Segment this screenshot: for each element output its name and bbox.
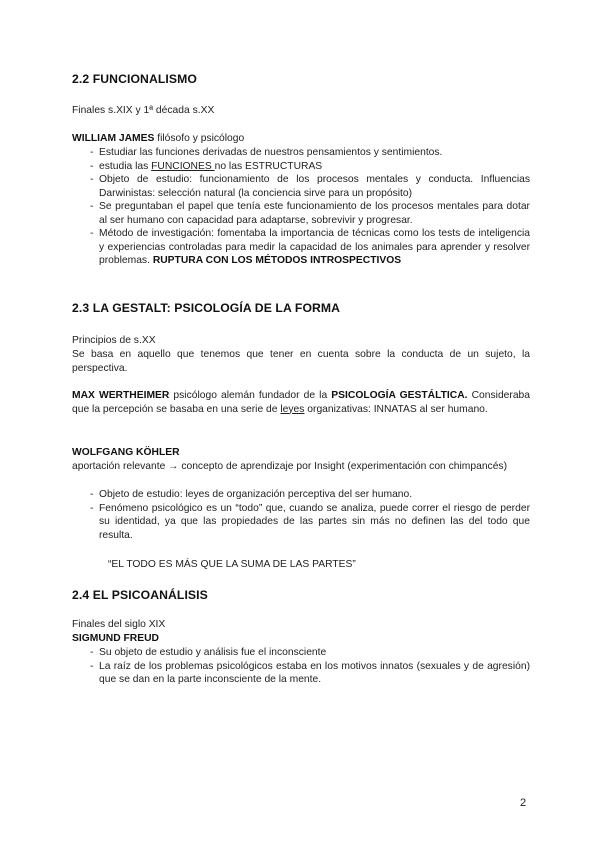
list-item: - Estudiar las funciones derivadas de nuestros pensamientos y sentimientos.: [72, 146, 530, 160]
bullet-list-funcionalismo: [72, 146, 530, 268]
author-name-kohler: WOLFGANG KÖHLER: [72, 447, 180, 458]
author-description-kohler: aportación relevante → concepto de aprendizaje por Insight (experimentación con chimpancés): [72, 461, 508, 472]
list-item: - Se preguntaban el papel que tenía este funcionamiento de los procesos mentales para dotar al ser humano con capacidad para adaptarse, sobrevivir y progresar.: [72, 200, 530, 227]
bold-emphasis: PSICOLOGÍA GESTÁLTICA.: [331, 390, 468, 401]
section-period: Principios de s.XX: [72, 335, 156, 346]
author-name: WILLIAM JAMES: [72, 133, 155, 144]
author-description: filósofo y psicólogo: [154, 133, 245, 144]
bullet-list-psicoanalisis: [72, 646, 530, 687]
author-name: MAX WERTHEIMER: [72, 390, 170, 401]
list-item: - Su objeto de estudio y análisis fue el inconsciente: [72, 646, 530, 660]
section-heading-funcionalismo: 2.2 FUNCIONALISMO: [72, 72, 197, 86]
page-number: 2: [520, 797, 527, 809]
bold-emphasis: RUPTURA CON LOS MÉTODOS INTROSPECTIVOS: [152, 255, 402, 266]
section-intro: Se basa en aquello que tenemos que tener en cuenta sobre la conducta de un sujeto, la perspectiva.: [72, 349, 530, 374]
section-heading-gestalt: 2.3 LA GESTALT: PSICOLOGÍA DE LA FORMA: [72, 301, 341, 315]
list-item: - La raíz de los problemas psicológicos estaba en los motivos innatos (sexuales y de agresión) que se dan en la parte inconsciente de la mente.: [72, 660, 530, 687]
quote: “EL TODO ES MÁS QUE LA SUMA DE LAS PARTES”: [108, 559, 356, 570]
list-item: - Fenómeno psicológico es un “todo” que, cuando se analiza, puede correr el riesgo de perder su identidad, ya que las propiedades de las partes sin más no definen las del todo que resulta.: [72, 502, 530, 543]
list-item: - Objeto de estudio: leyes de organización perceptiva del ser humano.: [72, 488, 530, 502]
author-line-james: [72, 132, 530, 146]
section-period: Finales s.XIX y 1ª década s.XX: [72, 105, 215, 116]
list-item: - Objeto de estudio: funcionamiento de los procesos mentales y conducta. Influencias Darwinistas: selección natural (la conciencia sirve para un propósito): [72, 173, 530, 200]
section-heading-psicoanalisis: 2.4 EL PSICOANÁLISIS: [72, 588, 208, 602]
author-paragraph-wertheimer: MAX WERTHEIMER psicólogo alemán fundador de la PSICOLOGÍA GESTÁLTICA. Consideraba que la percepción se basaba en una serie de leyes organizativas: INNATAS al ser humano.: [72, 390, 531, 415]
bullet-list-gestalt: [72, 488, 530, 542]
list-item: - estudia las FUNCIONES no las ESTRUCTURAS: [72, 160, 530, 174]
underlined-term: leyes: [280, 403, 305, 415]
section-period: Finales del siglo XIX: [72, 619, 166, 630]
list-item: - Método de investigación: fomentaba la importancia de técnicas como los tests de inteligencia y experiencias controladas para medir la capacidad de los animales para aprender y resolver problemas. RUPTURA CON LOS MÉTODOS INTROSPECTIVOS: [72, 227, 530, 268]
author-name-freud: SIGMUND FREUD: [72, 633, 159, 644]
underlined-term: FUNCIONES: [151, 160, 215, 172]
